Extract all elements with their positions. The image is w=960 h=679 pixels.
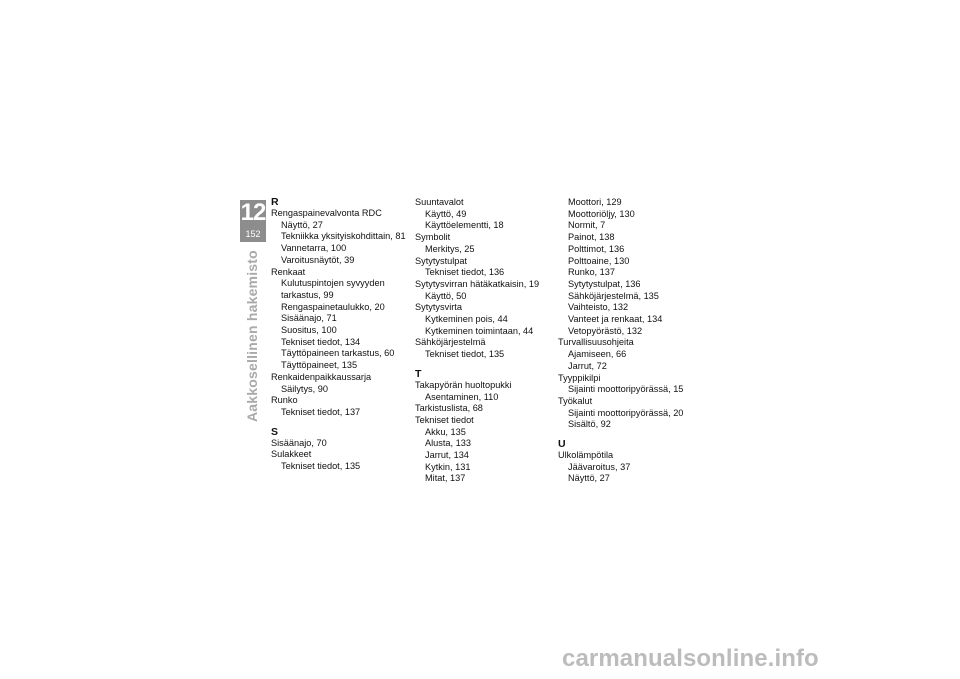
index-subterm[interactable]: Vanteet ja renkaat, 134 <box>568 314 663 325</box>
index-term[interactable]: Sulakkeet <box>271 449 312 460</box>
index-term[interactable]: Tyyppikilpi <box>558 372 601 383</box>
watermark: carmanualsonline.info <box>562 645 819 672</box>
index-subterm[interactable]: Sytytystulpat, 136 <box>568 278 641 289</box>
index-subterm[interactable]: Moottoriöljy, 130 <box>568 208 635 219</box>
index-subterm[interactable]: Mitat, 137 <box>425 473 466 484</box>
index-subterm[interactable]: Varoitusnäytöt, 39 <box>281 254 355 265</box>
index-subterm[interactable]: Tekniikka yksityiskohdittain, 81 <box>281 231 406 242</box>
index-subterm[interactable]: Tekniset tiedot, 137 <box>281 406 361 417</box>
index-column-3 <box>558 197 710 485</box>
index-subterm[interactable]: Käyttöelementti, 18 <box>425 220 504 231</box>
index-subterm[interactable]: Rengaspainetaulukko, 20 <box>281 301 385 312</box>
index-term[interactable]: Turvallisuusohjeita <box>558 337 634 348</box>
index-subterm[interactable]: Käyttö, 49 <box>425 208 467 219</box>
index-term[interactable]: Renkaidenpaikkaussarja <box>271 371 372 382</box>
index-subterm[interactable]: Suositus, 100 <box>281 325 337 336</box>
index-subterm[interactable]: Tekniset tiedot, 134 <box>281 336 361 347</box>
index-subterm[interactable]: Asentaminen, 110 <box>425 391 499 402</box>
index-subterm[interactable]: Kytkin, 131 <box>425 461 471 472</box>
index-subterm[interactable]: Kytkeminen pois, 44 <box>425 314 508 325</box>
index-subterm[interactable]: Ajamiseen, 66 <box>568 349 627 360</box>
index-subterm[interactable]: Vannetarra, 100 <box>281 243 347 254</box>
index-term[interactable]: Renkaat <box>271 266 306 277</box>
index-subterm[interactable]: Jarrut, 134 <box>425 450 469 461</box>
index-subterm[interactable]: Vetopyörästö, 132 <box>568 325 643 336</box>
index-letter-r: R <box>271 196 279 208</box>
index-term[interactable]: Sähköjärjestelmä <box>415 337 486 348</box>
chapter-tab <box>240 200 266 242</box>
index-subterm[interactable]: Vaihteisto, 132 <box>568 302 629 313</box>
chapter-number: 12 <box>240 199 266 226</box>
index-subterm[interactable]: Polttimot, 136 <box>568 243 625 254</box>
index-subterm[interactable]: Sijainti moottoripyörässä, 20 <box>568 407 684 418</box>
index-subterm[interactable]: Jäävaroitus, 37 <box>568 461 631 472</box>
index-term[interactable]: Suuntavalot <box>415 197 464 207</box>
section-title: Aakkosellinen hakemisto <box>244 250 260 422</box>
index-term[interactable]: Sisäänajo, 70 <box>271 437 327 448</box>
index-term[interactable]: Ulkolämpötila <box>558 450 614 461</box>
index-subterm[interactable]: Sijainti moottoripyörässä, 15 <box>568 384 684 395</box>
index-subterm[interactable]: Tekniset tiedot, 136 <box>425 267 505 278</box>
index-subterm[interactable]: Sisäänajo, 71 <box>281 313 337 324</box>
index-column-1 <box>271 197 423 473</box>
index-subterm[interactable]: Täyttöpaineet, 135 <box>281 360 358 371</box>
index-subterm[interactable]: Tekniset tiedot, 135 <box>425 349 505 360</box>
index-subterm[interactable]: Näyttö, 27 <box>568 473 610 484</box>
index-term[interactable]: Tarkistuslista, 68 <box>415 403 483 414</box>
index-subterm[interactable]: Painot, 138 <box>568 232 615 243</box>
index-subterm[interactable]: Polttoaine, 130 <box>568 255 630 266</box>
index-subterm[interactable]: Näyttö, 27 <box>281 219 323 230</box>
index-subterm[interactable]: Jarrut, 72 <box>568 360 607 371</box>
index-subterm[interactable]: Runko, 137 <box>568 267 615 278</box>
index-subterm[interactable]: Moottori, 129 <box>568 197 622 207</box>
index-term[interactable]: Symbolit <box>415 232 451 243</box>
index-subterm[interactable]: Kytkeminen toimintaan, 44 <box>425 325 534 336</box>
index-subterm[interactable]: Akku, 135 <box>425 426 466 437</box>
index-subterm[interactable]: Kulutuspintojen syvyyden tarkastus, 99 <box>281 278 385 300</box>
index-subterm[interactable]: Tekniset tiedot, 135 <box>281 461 361 472</box>
index-column-2 <box>415 197 567 485</box>
index-letter-t: T <box>415 367 422 380</box>
index-term[interactable]: Takapyörän huoltopukki <box>415 379 512 390</box>
index-subterm[interactable]: Täyttöpaineen tarkastus, 60 <box>281 348 395 359</box>
index-subterm[interactable]: Säilytys, 90 <box>281 383 328 394</box>
index-term[interactable]: Sytytystulpat <box>415 255 468 266</box>
index-term[interactable]: Tekniset tiedot <box>415 414 474 425</box>
index-subterm[interactable]: Normit, 7 <box>568 220 606 231</box>
index-subterm[interactable]: Sisältö, 92 <box>568 419 611 430</box>
index-letter-s: S <box>271 425 279 438</box>
index-subterm[interactable]: Käyttö, 50 <box>425 290 467 301</box>
index-term[interactable]: Runko <box>271 395 298 406</box>
index-term[interactable]: Sytytysvirran hätäkatkaisin, 19 <box>415 278 540 289</box>
index-subterm[interactable]: Sähköjärjestelmä, 135 <box>568 290 659 301</box>
index-term[interactable]: Rengaspainevalvonta RDC <box>271 208 382 218</box>
index-letter-u: U <box>558 438 566 451</box>
index-subterm[interactable]: Alusta, 133 <box>425 438 471 449</box>
index-term[interactable]: Sytytysvirta <box>415 302 462 313</box>
page-number: 152 <box>245 229 261 239</box>
index-subterm[interactable]: Merkitys, 25 <box>425 243 475 254</box>
index-term[interactable]: Työkalut <box>558 395 593 406</box>
